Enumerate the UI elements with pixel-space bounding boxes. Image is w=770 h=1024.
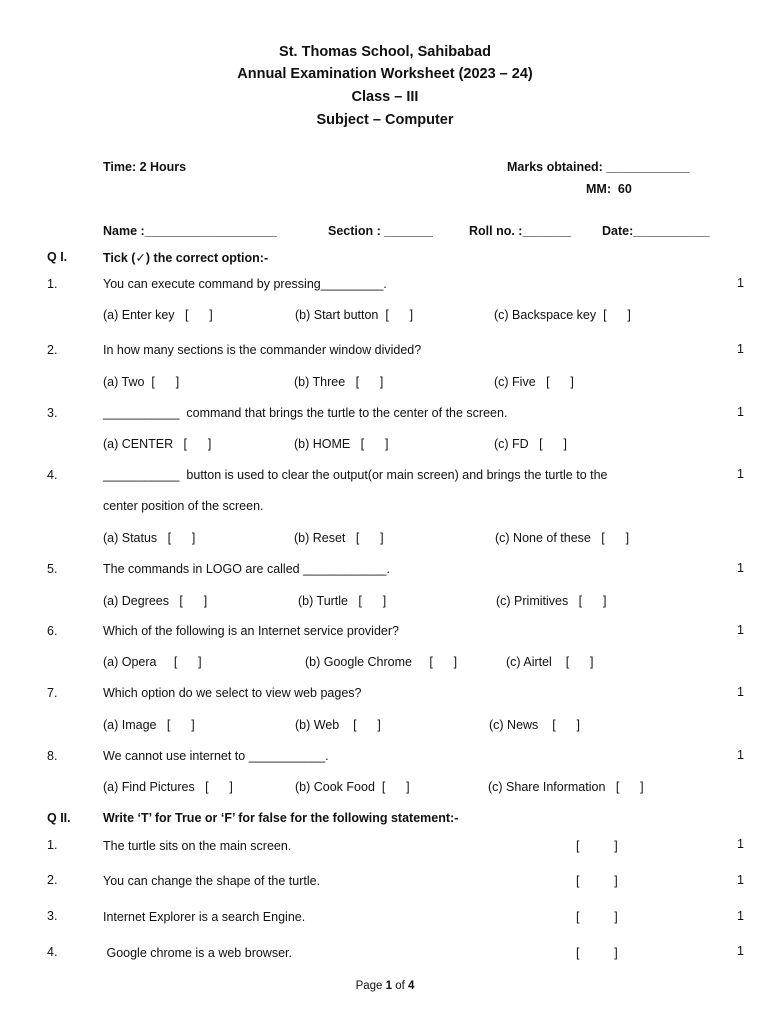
page-footer bbox=[0, 980, 770, 992]
question-text: You can execute command by pressing_________. bbox=[103, 277, 387, 291]
option-c: (c) News [ ] bbox=[489, 718, 580, 732]
question-number: 5. bbox=[47, 562, 58, 576]
option-b: (b) Start button [ ] bbox=[295, 308, 414, 322]
question-number: 3. bbox=[47, 406, 58, 420]
statement-text: You can change the shape of the turtle. bbox=[103, 874, 321, 888]
page-of: of bbox=[392, 980, 409, 992]
subject-label: Subject – Computer bbox=[316, 112, 454, 128]
option-a: (a) Status [ ] bbox=[103, 531, 196, 545]
page-prefix: Page bbox=[355, 980, 386, 992]
option-a: (a) Two [ ] bbox=[103, 375, 180, 389]
option-b: (b) Web [ ] bbox=[295, 718, 381, 732]
option-a: (a) Enter key [ ] bbox=[103, 308, 213, 322]
question-mark: 1 bbox=[737, 748, 744, 762]
option-b: (b) HOME [ ] bbox=[294, 437, 389, 451]
option-a: (a) CENTER [ ] bbox=[103, 437, 212, 451]
max-marks: MM: 60 bbox=[586, 182, 632, 196]
question-mark: 1 bbox=[737, 623, 744, 637]
question-text: ___________ command that brings the turtle to the center of the screen. bbox=[103, 406, 508, 420]
answer-box: [ ] bbox=[576, 874, 618, 888]
option-c: (c) Share Information [ ] bbox=[488, 780, 644, 794]
question-text: In how many sections is the commander window divided? bbox=[103, 343, 422, 357]
question-text: ___________ button is used to clear the output(or main screen) and brings the turtle to the bbox=[103, 468, 608, 482]
section-1-label: Q I. bbox=[47, 250, 68, 264]
option-a: (a) Opera [ ] bbox=[103, 655, 202, 669]
exam-title: Annual Examination Worksheet (2023 – 24) bbox=[237, 66, 533, 82]
question-number: 2. bbox=[47, 343, 58, 357]
question-text: The commands in LOGO are called ____________. bbox=[103, 562, 390, 576]
question-mark: 1 bbox=[737, 467, 744, 481]
answer-box: [ ] bbox=[576, 946, 618, 960]
class-label: Class – III bbox=[351, 89, 419, 105]
option-b: (b) Turtle [ ] bbox=[298, 594, 387, 608]
question-number: 6. bbox=[47, 624, 58, 638]
statement-number: 2. bbox=[47, 873, 58, 887]
statement-number: 1. bbox=[47, 838, 58, 852]
marks-obtained: Marks obtained: ____________ bbox=[507, 160, 690, 174]
question-number: 7. bbox=[47, 686, 58, 700]
question-mark: 1 bbox=[737, 561, 744, 575]
option-b: (b) Cook Food [ ] bbox=[295, 780, 410, 794]
date-field: Date:___________ bbox=[602, 224, 710, 238]
statement-number: 3. bbox=[47, 909, 58, 923]
question-text: We cannot use internet to ___________. bbox=[103, 749, 329, 763]
school-name: St. Thomas School, Sahibabad bbox=[279, 44, 491, 60]
statement-text: Google chrome is a web browser. bbox=[103, 946, 292, 960]
option-a: (a) Degrees [ ] bbox=[103, 594, 208, 608]
option-c: (c) FD [ ] bbox=[494, 437, 567, 451]
question-number: 1. bbox=[47, 277, 58, 291]
option-a: (a) Image [ ] bbox=[103, 718, 195, 732]
statement-number: 4. bbox=[47, 945, 58, 959]
question-text-continued: center position of the screen. bbox=[103, 499, 264, 513]
section-field: Section : _______ bbox=[328, 224, 433, 238]
section-1-title: Tick (✓) the correct option:- bbox=[103, 251, 269, 265]
statement-text: The turtle sits on the main screen. bbox=[103, 839, 292, 853]
question-number: 4. bbox=[47, 468, 58, 482]
page-total: 4 bbox=[408, 980, 415, 992]
answer-box: [ ] bbox=[576, 910, 618, 924]
option-b: (b) Reset [ ] bbox=[294, 531, 384, 545]
answer-box: [ ] bbox=[576, 839, 618, 853]
option-c: (c) None of these [ ] bbox=[495, 531, 630, 545]
page-number: 1 bbox=[385, 980, 393, 992]
option-c: (c) Primitives [ ] bbox=[496, 594, 607, 608]
question-mark: 1 bbox=[737, 342, 744, 356]
section-2-label: Q II. bbox=[47, 811, 71, 825]
question-mark: 1 bbox=[737, 276, 744, 290]
section-2-title: Write ‘T’ for True or ‘F’ for false for the following statement:- bbox=[103, 811, 459, 825]
roll-field: Roll no. :_______ bbox=[469, 224, 572, 238]
statement-mark: 1 bbox=[737, 944, 744, 958]
question-number: 8. bbox=[47, 749, 58, 763]
option-a: (a) Find Pictures [ ] bbox=[103, 780, 233, 794]
option-b: (b) Google Chrome [ ] bbox=[305, 655, 458, 669]
statement-text: Internet Explorer is a search Engine. bbox=[103, 910, 306, 924]
option-c: (c) Airtel [ ] bbox=[506, 655, 594, 669]
statement-mark: 1 bbox=[737, 873, 744, 887]
question-mark: 1 bbox=[737, 685, 744, 699]
question-text: Which of the following is an Internet service provider? bbox=[103, 624, 399, 638]
question-mark: 1 bbox=[737, 405, 744, 419]
option-b: (b) Three [ ] bbox=[294, 375, 384, 389]
time-label: Time: 2 Hours bbox=[103, 160, 187, 174]
name-field: Name :___________________ bbox=[103, 224, 277, 238]
option-c: (c) Backspace key [ ] bbox=[494, 308, 631, 322]
option-c: (c) Five [ ] bbox=[494, 375, 574, 389]
statement-mark: 1 bbox=[737, 837, 744, 851]
question-text: Which option do we select to view web pages? bbox=[103, 686, 362, 700]
statement-mark: 1 bbox=[737, 909, 744, 923]
